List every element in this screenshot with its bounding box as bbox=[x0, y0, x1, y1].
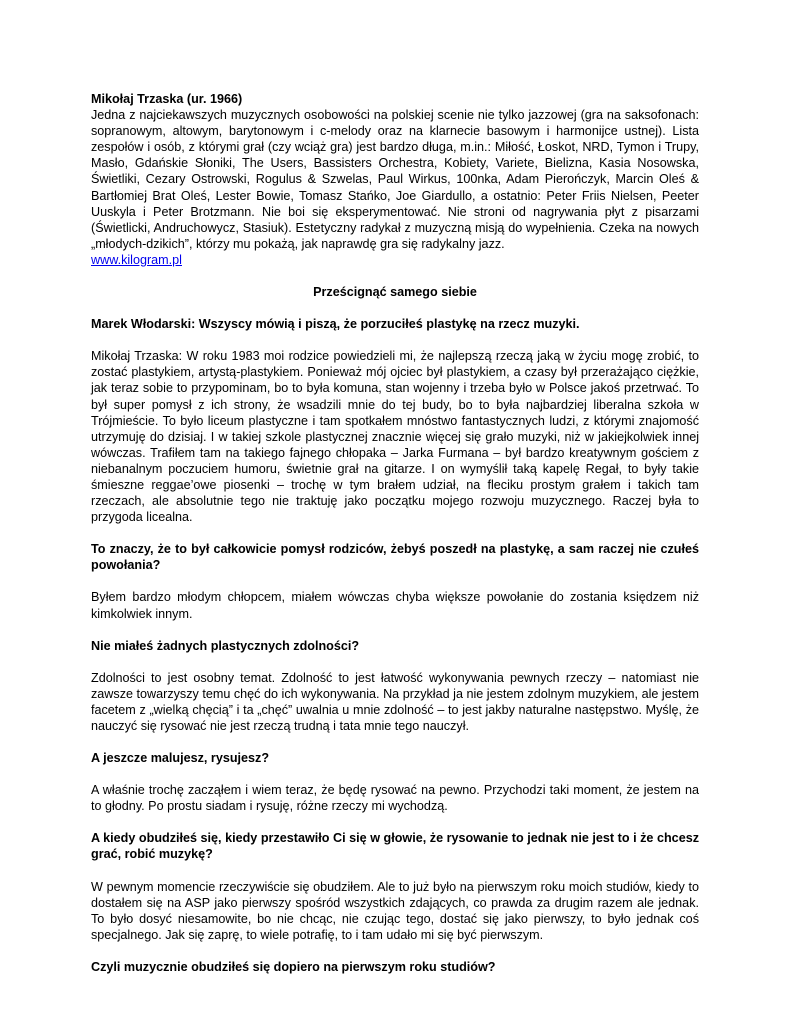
website-link[interactable]: www.kilogram.pl bbox=[91, 252, 182, 267]
document-page bbox=[91, 91, 699, 975]
article-title: Prześcignąć samego siebie bbox=[313, 285, 477, 300]
interview-answer: Zdolności to jest osobny temat. Zdolność to jest łatwość wykonywania pewnych rzeczy – natomiast nie zawsze towarzyszy temu chęć do ich wykonywania. Na przykład ja nie jestem zdolnym muzykiem, ale jestem facetem z „wielką chęcią” i ta „chęć” uwalnia u mnie zdolność – to jest jakby naturalne następstwo. Myślę, że nauczyć się rysować nie jest rzeczą trudną i tata mnie tego nauczył. bbox=[91, 670, 699, 733]
interview-question: A kiedy obudziłeś się, kiedy przestawiło Ci się w głowie, że rysowanie to jednak nie jest to i że chcesz grać, robić muzykę? bbox=[91, 831, 699, 862]
bio-heading: Mikołaj Trzaska (ur. 1966) bbox=[91, 92, 243, 106]
interview-answer: W pewnym momencie rzeczywiście się obudziłem. Ale to już było na pierwszym roku moich studiów, kiedy to dostałem się na ASP jako pierwszy spośród wszystkich zdających, co prawda za drugim razem ale jednak. To było dosyć niesamowite, bo nie chcąc, nie czując tego, dostać się jako pierwszy, to było jednak coś specjalnego. Jak się zaprę, to wiele potrafię, to i tam udało mi się być pierwszym. bbox=[91, 879, 699, 942]
interview-question: Nie miałeś żadnych plastycznych zdolności? bbox=[91, 638, 360, 653]
interview-question: To znaczy, że to był całkowicie pomysł rodziców, żebyś poszedł na plastykę, a sam raczej nie czułeś powołania? bbox=[91, 542, 699, 573]
interview-question: A jeszcze malujesz, rysujesz? bbox=[91, 751, 270, 766]
interview-answer: Byłem bardzo młodym chłopcem, miałem wówczas chyba większe powołanie do zostania księdzem niż kimkolwiek innym. bbox=[91, 590, 699, 621]
interview-answer: Mikołaj Trzaska: W roku 1983 moi rodzice powiedzieli mi, że najlepszą rzeczą jaką w życiu mogę zrobić, to zostać plastykiem, artystą-plastykiem. Ponieważ mój ojciec był plastykiem, a czasy był przerażająco ciężkie, jak teraz sobie to przypominam, bo to była komuna, stan wojenny i trzeba było w Polsce jakoś przetrwać. To był super pomysł z ich strony, że wsadzili mnie do tej budy, bo to była najbardziej liberalna szkoła w Trójmieście. To było liceum plastyczne i tam spotkałem mnóstwo fantastycznych ludzi, z którymi znajomość utrzymuję do dzisiaj. I w takiej szkole plastycznej znacznie więcej się grało muzyki, niż w jakiejkolwiek innej wówczas. Trafiłem tam na takiego fajnego chłopaka – Jarka Furmana – był bardzo kreatywnym gościem z niebanalnym poczuciem humoru, świetnie grał na gitarze. I on wymyślił taką kapelę Regał, to były takie śmieszne reggae’owe piosenki – trochę w tym brałem udział, na fleciku prostym grałem i takich tam rzeczach, ale absolutnie tego nie traktuję jako początku mojego rozwoju muzycznego. Raczej była to przygoda licealna. bbox=[91, 349, 699, 525]
interview-answer: A właśnie trochę zacząłem i wiem teraz, że będę rysować na pewno. Przychodzi taki moment, że jestem na to głodny. Po prostu siadam i rysuję, różne rzeczy mi wychodzą. bbox=[91, 783, 699, 814]
interview-question: Marek Włodarski: Wszyscy mówią i piszą, że porzuciłeś plastykę na rzecz muzyki. bbox=[91, 317, 580, 332]
interview-question: Czyli muzycznie obudziłeś się dopiero na pierwszym roku studiów? bbox=[91, 959, 496, 974]
bio-paragraph: Jedna z najciekawszych muzycznych osobowości na polskiej scenie nie tylko jazzowej (gra na saksofonach: sopranowym, altowym, barytonowym i c-melody oraz na klarnecie basowym i harmonijce ustnej). Lista zespołów i osób, z którymi grał (czy wciąż gra) jest bardzo długa, m.in.: Miłość, Łoskot, NRD, Tymon i Trupy, Masło, Gdańskie Słoniki, The Users, Bassisters Orchestra, Kobiety, Variete, Bielizna, Kasia Nosowska, Świetliki, Cezary Ostrowski, Rogulus & Szwelas, Paul Wirkus, 100nka, Adam Pierończyk, Marcin Oleś & Bartłomiej Brat Oleś, Lester Bowie, Tomasz Stańko, Joe Giardullo, a ostatnio: Peter Friis Nielsen, Peeter Uuskyla i Peter Brotzmann. Nie boi się eksperymentować. Nie stroni od nagrywania płyt z pisarzami (Świetlicki, Andruchowycz, Stasiuk). Estetyczny radykał z muzyczną misją do wypełnienia. Czeka na nowych „młodych-dzikich”, którzy mu pokażą, jak naprawdę gra się radykalny jazz. bbox=[91, 108, 699, 251]
